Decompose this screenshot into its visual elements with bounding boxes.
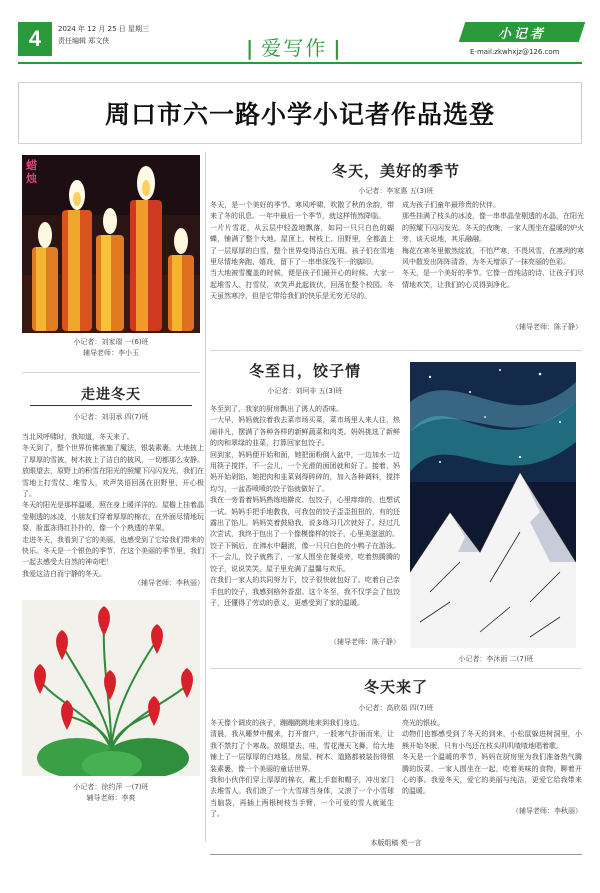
article3-byline: 小记者：高欣茹 四(7)班 [358,704,434,712]
walk-winter-title-box [22,384,200,406]
painting2-author: 小记者：徐约萍 一(7)班 [73,783,149,791]
issue-date: 2024 年 12 月 25 日 星期三 [58,25,149,33]
footer-rule [210,854,582,855]
article1-teacher: （辅导老师：陈子静） [512,323,582,331]
title-underline [30,405,192,406]
article3-column1 [210,718,394,821]
painting3-author: 小记者：李沐雨 二(7)班 [458,655,534,663]
walk-winter-byline [22,412,200,422]
article1-column2 [402,200,584,291]
section-title-text: 爱写作 [261,36,328,60]
article1-title-box [210,160,582,181]
walk-winter-teacher: （辅导老师：李秋丽） [134,579,204,587]
paragraph: 冬天，是一个美好的季节。它像一首纯洁的诗，让孩子们尽情地欢笑，让我们的心灵得到净化。 [402,269,584,289]
article1-teacher-box [402,322,582,332]
paragraph: 当北风呼啸时，我知道，冬天来了。 [22,433,134,441]
article2-teacher: （辅导老师：陈子静） [330,638,400,646]
painting-corner-text: 蜡烛 [26,159,37,185]
article1-column1 [210,200,394,303]
article3-title: 冬天来了 [363,678,428,696]
painting1-author: 小记者：刘家瑞 一(6)班 [73,338,149,346]
paragraph: 在我们一家人的共同努力下，饺子很快就包好了。吃着自己亲手包的饺子，我感到格外香甜。这个冬至，我不仅学会了包饺子，还懂得了劳动的意义，更感受到了家的温暖。 [210,576,400,607]
article-divider [210,350,582,351]
strawberry-painting-image [22,600,200,776]
paragraph: 走进冬天，我看到了它的美丽，也感受到了它给我们带来的快乐。冬天是一个银色的季节，在这个美丽的季节里，我们一起去感受大自然的神奇吧！ [22,535,204,567]
paragraph: 冬天的阳光是那样温暖，照在身上暖洋洋的。屋檐上挂着晶莹剔透的冰凌，小朋友们穿着厚厚的棉衣，在外面尽情地玩耍，脸蛋冻得红扑扑的，像一个个熟透的苹果。 [22,501,204,533]
paragraph: 清晨，我从睡梦中醒来，打开窗户，一股寒气扑面而来，让我不禁打了个寒战。放眼望去，哇，雪花漫天飞舞，给大地铺上了一层厚厚的白地毯，房屋、树木、道路都被装扮得银装素裹，像一个美丽的童话世界。 [210,730,394,773]
article2-byline-box [210,386,400,396]
article1-byline-box [210,186,582,196]
paragraph: 冬天像个调皮的孩子，蹦蹦跳跳地来到我们身边。 [210,719,364,727]
painting1-teacher: 辅导老师：李小玉 [83,349,139,357]
paragraph: 冬至到了，我家的厨房飘出了诱人的香味。 [210,405,343,413]
paragraph: 动物们也都感受到了冬天的到来，小松鼠躲进树洞里，小熊开始冬眠，只有小鸟还在枝头叽叽喳喳地唱着歌。 [402,730,582,750]
article3-column2 [402,718,582,798]
paragraph: 梅花在寒冬里傲然绽放，不怕严寒，不畏风雪，在凛冽的寒风中散发出阵阵清香，为冬天增添了一抹亮丽的色彩。 [402,246,584,267]
article3-teacher-box [402,806,582,816]
walk-winter-title: 走进冬天 [81,387,141,403]
painting1-caption [22,337,200,359]
page-number: 4 [18,22,52,56]
footer-credit: 本版组稿 苑一言 [370,839,422,847]
mountain-painting [410,362,576,648]
main-title: 周口市六一路小学小记者作品选登 [104,100,495,129]
page-footer [210,838,582,855]
contact-email: E-mail:zkwhxjz@126.com [470,48,560,56]
article3-title-box [210,676,582,697]
painting2-caption [22,782,200,804]
article2-body [210,404,400,609]
editor-credit: 责任编辑 郑文侠 [58,37,110,45]
paragraph: 一大早，妈妈就拉着我去菜市场买菜，菜市场里人来人往，热闹非凡，摆满了各种各样的新鲜蔬菜和肉类。妈妈挑选了新鲜的肉和翠绿的韭菜，打算回家包饺子。 [210,416,400,448]
walk-winter-teacher-box [22,578,204,588]
walk-winter-body [22,432,204,580]
candle-painting-image [22,155,200,333]
paragraph: 冬天到了，整个世界仿佛被施了魔法，银装素裹。大地披上了厚厚的雪被，树木披上了洁白的披风，一切都那么安静。放眼望去，原野上的积雪在阳光的照耀下闪闪发光，我们在雪地上打雪仗、堆雪人，欢声笑语回荡在田野里，开心极了。 [22,444,204,499]
article1-byline: 小记者：李家惠 五(3)班 [358,187,434,195]
article1-title: 冬天，美好的季节 [331,162,460,180]
paragraph: 回到家，妈妈便开始和面，她把面粉倒入盆中，一边加水一边用筷子搅拌，不一会儿，一个光滑的面团就和好了。接着，妈妈开始剁馅，她把肉和韭菜剁得碎碎的，加入各种调料，搅拌均匀，一盆香喷喷的饺子馅就做好了。 [210,450,400,493]
column-divider [205,152,206,842]
article2-title: 冬至日，饺子情 [248,362,361,380]
article2-title-box [210,360,400,381]
article-divider [210,668,582,669]
paragraph: 亮光的银妆。 [402,719,444,727]
page-header [0,0,600,72]
painting2-teacher: 辅导老师：李爽 [86,794,136,802]
paragraph: 我爱这洁白而宁静的冬天。 [22,569,106,578]
paragraph: 我和小伙伴们穿上厚厚的棉衣，戴上手套和帽子，冲出家门去堆雪人。我们滚了一个大雪球当身体，又滚了一个小雪球当脑袋，再插上两根树枝当手臂，一个可爱的雪人就诞生了。 [210,776,394,819]
paragraph: 冬天是一个温暖的季节，妈妈在厨房里为我们准备热气腾腾的饭菜，一家人围坐在一起，吃着美味的食物，聊着开心的事。我爱冬天，爱它的美丽与纯洁，更爱它给我带来的温暖。 [402,753,582,796]
section-title: | 爱写作 | [246,36,343,60]
article3-byline-box [210,703,582,713]
header-rule [18,62,582,64]
paragraph: 那些挂满了枝头的冰凌，像一串串晶莹剔透的水晶，在阳光的照耀下闪闪发光。冬天的夜晚，一家人围坐在温暖的炉火旁，谈天说地，其乐融融。 [402,212,584,244]
paragraph: 饺子下锅后，在沸水中翻滚，像一只只白色的小鸭子在游泳。不一会儿，饺子就熟了，一家人围坐在餐桌旁，吃着热腾腾的饺子，说说笑笑，屋子里充满了温馨与欢乐。 [210,541,400,573]
paragraph: 我在一旁看着妈妈熟练地擀皮、包饺子，心里痒痒的，也想试一试。妈妈手把手地教我，可我包的饺子歪歪扭扭的，有的还露出了馅儿。妈妈笑着鼓励我，说多练习几次就好了。经过几次尝试，我终于包出了一个像模像样的饺子，心里美滋滋的。 [210,496,400,539]
painting3-caption [410,654,582,665]
article3-teacher: （辅导老师：李秋丽） [512,807,582,815]
paragraph: 成为孩子们童年最珍贵的伙伴。 [402,201,500,209]
brand-logo [459,22,585,42]
strawberry-painting [22,600,200,776]
paragraph: 当大地被雪覆盖的时候，便是孩子们最开心的时候。大家一起堆雪人、打雪仗，欢笑声此起彼伏，回荡在整个校园。冬天虽然寒冷，但是它带给我们的快乐是无穷无尽的。 [210,269,394,301]
brand-text: 小记者 [497,26,546,42]
paragraph: 一片片雪花，从云层中轻盈地飘落，如同一只只白色的蝴蝶，铺满了整个大地。屋顶上、树枝上、田野里，全都盖上了一层厚厚的白雪，整个世界变得洁白无瑕。孩子们在雪地里尽情地奔跑、嬉戏，留下了一串串深浅不一的脚印。 [210,223,394,267]
walk-winter-author: 小记者：刘羽承 四(7)班 [73,413,149,421]
mountain-painting-image [410,362,576,648]
paragraph: 冬天，是一个美好的季节。寒风呼啸，吹散了秋的余韵，带来了冬的讯息。一年中最后一个季节，就这样悄然降临。 [210,201,394,221]
article2-byline: 小记者：刘珂非 五(3)班 [267,387,343,395]
article-divider [22,372,200,373]
article2-teacher-box [210,637,400,647]
main-title-box [18,82,582,144]
candle-painting [22,155,200,333]
